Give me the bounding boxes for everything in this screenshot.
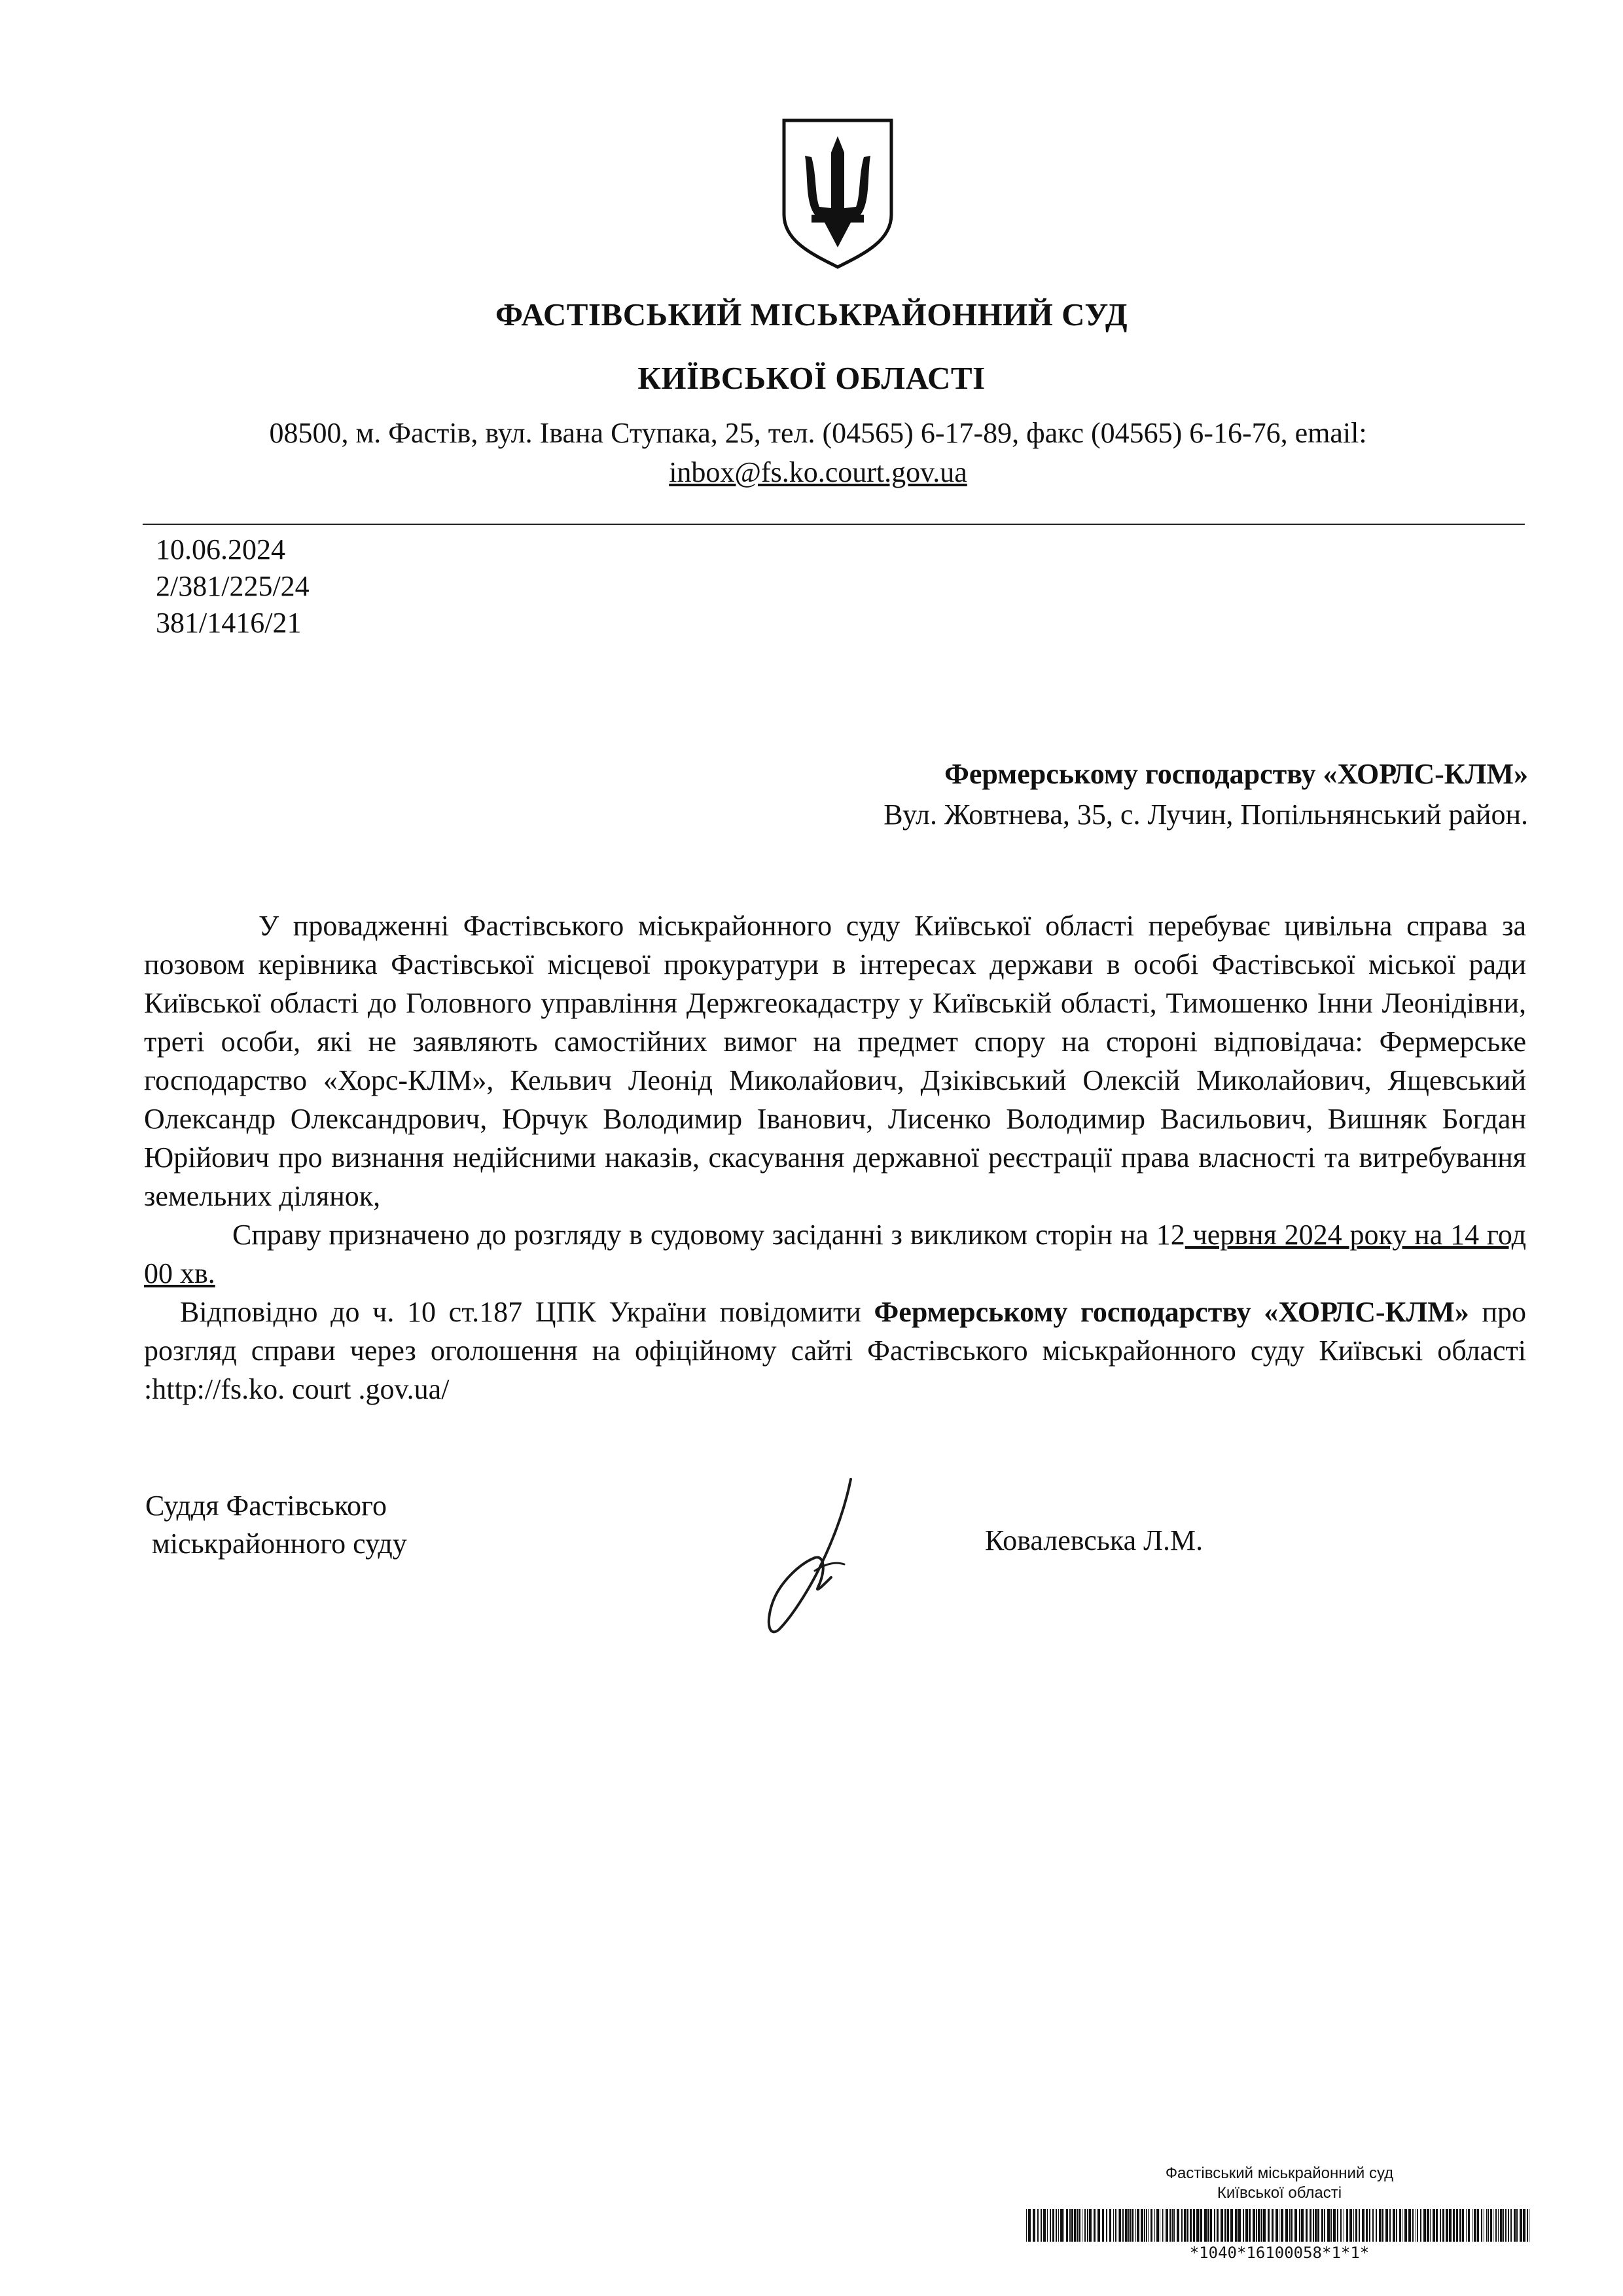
barcode-bar	[1056, 2209, 1057, 2242]
barcode-bar	[1453, 2209, 1455, 2242]
barcode-bar	[1173, 2209, 1175, 2242]
barcode-bar	[1462, 2209, 1464, 2242]
stamp-court-name: Фастівський міськрайонний суд	[1165, 2164, 1394, 2182]
barcode-bar	[1294, 2209, 1297, 2242]
barcode-number: *1040*16100058*1*1*	[1189, 2244, 1370, 2262]
barcode-bar	[1310, 2209, 1311, 2242]
barcode-bar	[1505, 2209, 1507, 2242]
barcode-bar	[1190, 2209, 1192, 2242]
barcode-bar	[1481, 2209, 1482, 2242]
notice-intro: Відповідно до ч. 10 ст.187 ЦПК України повідомити	[180, 1296, 874, 1328]
barcode-bar	[1503, 2209, 1504, 2242]
barcode-bar	[1258, 2209, 1260, 2242]
barcode-bar	[1204, 2209, 1207, 2242]
barcode-bar	[1291, 2209, 1293, 2242]
barcode-bar	[1089, 2209, 1092, 2242]
barcode-bar	[1109, 2209, 1111, 2242]
barcode-bar	[1177, 2209, 1179, 2242]
barcode-bar	[1359, 2209, 1360, 2242]
barcode-bar	[1379, 2209, 1381, 2242]
barcode-bar	[1337, 2209, 1338, 2242]
barcode-bar	[1488, 2209, 1489, 2242]
barcode-bar	[1144, 2209, 1145, 2242]
barcode-bar	[1071, 2209, 1073, 2242]
barcode-bar	[1423, 2209, 1426, 2242]
coat-of-arms-icon	[779, 117, 897, 270]
court-name: ФАСТІВСЬКИЙ МІСЬКРАЙОННИЙ СУД	[495, 296, 1128, 332]
barcode-bar	[1256, 2209, 1257, 2242]
outgoing-number: 2/381/225/24	[156, 570, 310, 602]
barcode-bar	[1028, 2209, 1031, 2242]
barcode-bar	[1495, 2209, 1497, 2242]
barcode-bar	[1382, 2209, 1383, 2242]
court-address-block	[196, 414, 1440, 492]
header-divider	[143, 524, 1525, 525]
barcode-bar	[1137, 2209, 1139, 2242]
barcode-bar	[1261, 2209, 1262, 2242]
barcode-bar	[1079, 2209, 1080, 2242]
barcode-bar	[1214, 2209, 1215, 2242]
court-region: КИЇВСЬКОЇ ОБЛАСТІ	[637, 360, 986, 396]
barcode-bar	[1026, 2209, 1027, 2242]
barcode-bar	[1033, 2209, 1035, 2242]
barcode-bar	[1490, 2209, 1492, 2242]
barcode-bar	[1498, 2209, 1499, 2242]
barcode-bar	[1459, 2209, 1461, 2242]
recipient-block	[883, 754, 1528, 835]
barcode-bar	[1372, 2209, 1374, 2242]
barcode-bar	[1510, 2209, 1512, 2242]
body-paragraph-hearing	[144, 1215, 1526, 1293]
barcode-bar	[1148, 2209, 1149, 2242]
barcode-bar	[1486, 2209, 1487, 2242]
handwritten-signature	[753, 1473, 890, 1643]
barcode-bar	[1166, 2209, 1168, 2242]
barcode-bar	[1187, 2209, 1188, 2242]
barcode-bar	[1235, 2209, 1238, 2242]
barcode-bar	[1404, 2209, 1407, 2242]
barcode-bar	[1058, 2209, 1059, 2242]
barcode-bar	[1399, 2209, 1401, 2242]
barcode-bar	[1084, 2209, 1086, 2242]
barcode-bar	[1150, 2209, 1152, 2242]
barcode-bar	[1196, 2209, 1199, 2242]
barcode-bar	[1224, 2209, 1226, 2242]
barcode-bar	[1047, 2209, 1048, 2242]
barcode-bar	[1243, 2209, 1244, 2242]
case-number: 381/1416/21	[156, 607, 302, 639]
barcode-bar	[1162, 2209, 1163, 2242]
barcode-bar	[1333, 2209, 1336, 2242]
barcode-bar	[1102, 2209, 1104, 2242]
barcode-bar	[1346, 2209, 1348, 2242]
barcode	[1026, 2209, 1530, 2242]
registration-stamp	[1021, 2164, 1538, 2203]
barcode-bar	[1449, 2209, 1452, 2242]
barcode-bar	[1060, 2209, 1063, 2242]
barcode-bar	[1066, 2209, 1068, 2242]
barcode-bar	[1446, 2209, 1448, 2242]
recipient-name: Фермерському господарству «ХОРЛС-КЛМ»	[944, 758, 1528, 790]
barcode-bar	[1349, 2209, 1352, 2242]
barcode-bar	[1043, 2209, 1046, 2242]
barcode-bar	[1355, 2209, 1357, 2242]
barcode-bar	[1125, 2209, 1128, 2242]
barcode-bar	[1523, 2209, 1525, 2242]
judge-title-line2: міськрайонного суду	[152, 1528, 407, 1560]
barcode-bar	[1133, 2209, 1134, 2242]
barcode-bar	[1122, 2209, 1124, 2242]
barcode-bar	[1074, 2209, 1076, 2242]
barcode-bar	[1301, 2209, 1304, 2242]
barcode-bar	[1200, 2209, 1202, 2242]
barcode-bar	[1306, 2209, 1308, 2242]
barcode-bar	[1500, 2209, 1503, 2242]
barcode-bar	[1417, 2209, 1418, 2242]
barcode-bar	[1087, 2209, 1088, 2242]
barcode-bar	[1130, 2209, 1131, 2242]
barcode-bar	[1466, 2209, 1467, 2242]
hearing-date: червня 2024 року на 14 год 00 хв.	[144, 1219, 1527, 1289]
barcode-bar	[1077, 2209, 1079, 2242]
barcode-bar	[1430, 2209, 1431, 2242]
document-references	[156, 531, 310, 641]
barcode-bar	[1353, 2209, 1354, 2242]
barcode-bar	[1508, 2209, 1509, 2242]
barcode-bar	[1396, 2209, 1397, 2242]
recipient-address: Вул. Жовтнева, 35, с. Лучин, Попільнянський район.	[883, 798, 1528, 831]
notice-recipient: Фермерському господарству «ХОРЛС-КЛМ»	[874, 1296, 1469, 1328]
barcode-bar	[1369, 2209, 1370, 2242]
barcode-bar	[1156, 2209, 1159, 2242]
barcode-bar	[1181, 2209, 1183, 2242]
barcode-bar	[1263, 2209, 1266, 2242]
judge-title-line1: Суддя Фастівського	[145, 1490, 387, 1522]
barcode-bar	[1253, 2209, 1255, 2242]
barcode-bar	[1221, 2209, 1223, 2242]
barcode-bar	[1324, 2209, 1325, 2242]
barcode-bar	[1420, 2209, 1421, 2242]
barcode-bar	[1468, 2209, 1470, 2242]
barcode-bar	[1389, 2209, 1391, 2242]
body-paragraph-case: У провадженні Фастівського міськрайонного суду Київської області перебуває цивільна справа за позовом керівника Фастівської місцевої прокуратури в інтересах держави в особі Фастівської міської ради Київської області до Головного управління Держгеокадастру у Київській області, Тимошенко Інни Леонідівни, треті особи, які не заявляють самостійних вимог на предмет спору на стороні відповідача: Фермерське господарство «Хорс-КЛМ», Кельвич Леонід Миколайович, Дзіківський Олексій Миколайович, Ящевський Олександр Олександрович, Юрчук Володимир Іванович, Лисенко Володимир Васильович, Вишняк Богдан Юрійович про визнання недійсними наказів, скасування державної реєстрації права власності та витребування земельних ділянок,	[144, 910, 1526, 1212]
barcode-bar	[1268, 2209, 1270, 2242]
barcode-bar	[1340, 2209, 1342, 2242]
barcode-bar	[1135, 2209, 1136, 2242]
barcode-bar	[1249, 2209, 1251, 2242]
barcode-bar	[1115, 2209, 1116, 2242]
barcode-bar	[1113, 2209, 1114, 2242]
court-email-link[interactable]: inbox@fs.ko.court.gov.ua	[669, 456, 967, 488]
stamp-region: Київської області	[1217, 2184, 1342, 2202]
barcode-bar	[1474, 2209, 1476, 2242]
barcode-bar	[1106, 2209, 1107, 2242]
barcode-bar	[1442, 2209, 1444, 2242]
barcode-bar	[1393, 2209, 1395, 2242]
barcode-bar	[1193, 2209, 1195, 2242]
barcode-bar	[1527, 2209, 1528, 2242]
barcode-bar	[1141, 2209, 1143, 2242]
barcode-bar	[1230, 2209, 1233, 2242]
barcode-bar	[1299, 2209, 1300, 2242]
court-address: 08500, м. Фастів, вул. Івана Ступака, 25, тел. (04565) 6-17-89, факс (04565) 6-16-76, email:	[269, 417, 1367, 449]
barcode-bar	[1520, 2209, 1522, 2242]
barcode-bar	[1041, 2209, 1042, 2242]
judge-name: Ковалевська Л.М.	[985, 1524, 1204, 1556]
barcode-bar	[1128, 2209, 1130, 2242]
barcode-bar	[1037, 2209, 1039, 2242]
barcode-bar	[1477, 2209, 1479, 2242]
barcode-bar	[1440, 2209, 1441, 2242]
barcode-bar	[1063, 2209, 1064, 2242]
notice-details: про розгляд справи через оголошення на офіційному сайті Фастівського міськрайонного суду Київські області :http://fs.ko. court .gov.ua/	[144, 1296, 1527, 1405]
barcode-bar	[1210, 2209, 1212, 2242]
barcode-bar	[1275, 2209, 1278, 2242]
barcode-bar	[1184, 2209, 1186, 2242]
letter-body	[144, 906, 1526, 1408]
barcode-bar	[1321, 2209, 1323, 2242]
barcode-bar	[1272, 2209, 1274, 2242]
barcode-bar	[1281, 2209, 1283, 2242]
barcode-bar	[1132, 2209, 1133, 2242]
barcode-bar	[1097, 2209, 1100, 2242]
barcode-bar	[1094, 2209, 1096, 2242]
body-paragraph-notice	[144, 1293, 1526, 1408]
barcode-bar	[1217, 2209, 1219, 2242]
barcode-bar	[1317, 2209, 1319, 2242]
barcode-bar	[1227, 2209, 1229, 2242]
judge-title	[145, 1487, 407, 1563]
barcode-bar	[1408, 2209, 1411, 2242]
barcode-bar	[1285, 2209, 1288, 2242]
barcode-bar	[1385, 2209, 1388, 2242]
barcode-bar	[1376, 2209, 1377, 2242]
barcode-bar	[1119, 2209, 1121, 2242]
barcode-bar	[1052, 2209, 1054, 2242]
barcode-bar	[1366, 2209, 1368, 2242]
barcode-bar	[1207, 2209, 1209, 2242]
barcode-bar	[1245, 2209, 1248, 2242]
barcode-bar	[1050, 2209, 1051, 2242]
barcode-bar	[1169, 2209, 1171, 2242]
barcode-bar	[1315, 2209, 1317, 2242]
barcode-bar	[1412, 2209, 1414, 2242]
barcode-bar	[1514, 2209, 1516, 2242]
barcode-bar	[1433, 2209, 1435, 2242]
barcode-bar	[1289, 2209, 1291, 2242]
barcode-bar	[1362, 2209, 1364, 2242]
barcode-bar	[1456, 2209, 1458, 2242]
barcode-bar	[1330, 2209, 1332, 2242]
barcode-bar	[1436, 2209, 1438, 2242]
barcode-bar	[1238, 2209, 1241, 2242]
document-date: 10.06.2024	[156, 533, 285, 565]
barcode-bar	[1146, 2209, 1147, 2242]
barcode-bar	[1313, 2209, 1314, 2242]
barcode-bar	[1327, 2209, 1330, 2242]
barcode-bar	[1427, 2209, 1429, 2242]
barcode-bar	[1516, 2209, 1518, 2242]
barcode-bar	[1154, 2209, 1155, 2242]
hearing-intro: Справу призначено до розгляду в судовому засіданні з викликом сторін на 12	[232, 1219, 1185, 1251]
barcode-bar	[1069, 2209, 1071, 2242]
barcode-bar	[1172, 2209, 1173, 2242]
